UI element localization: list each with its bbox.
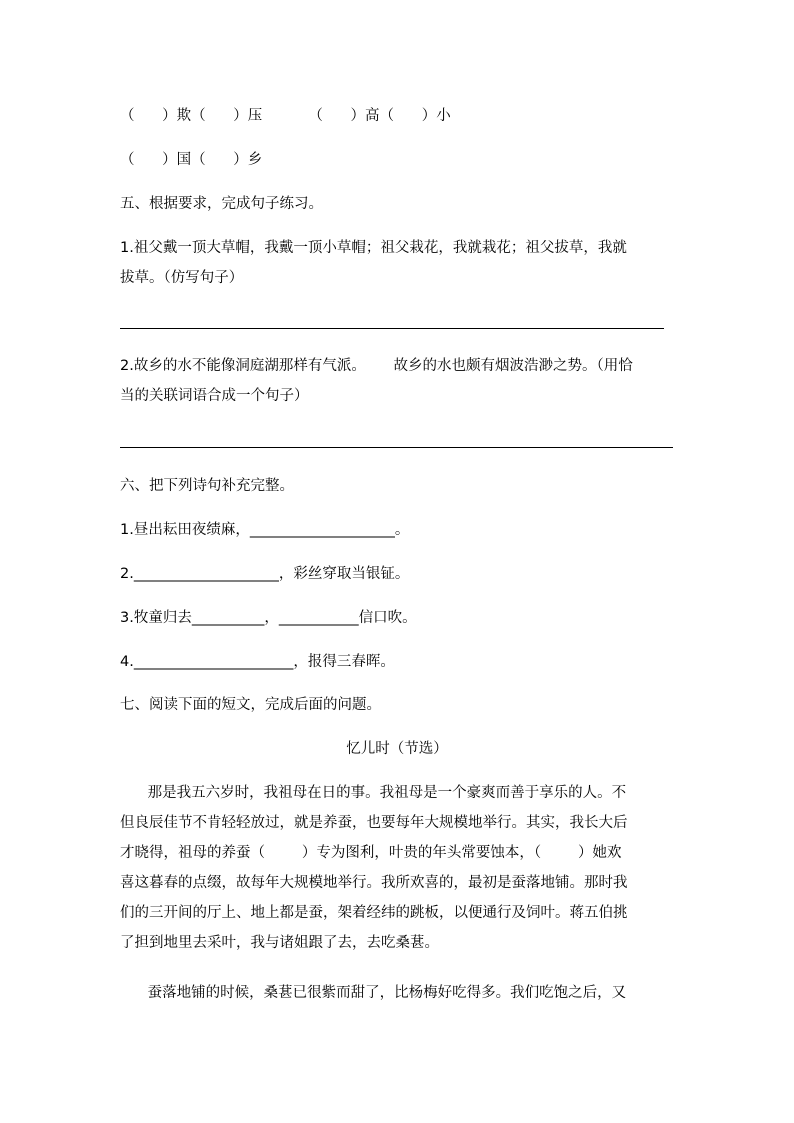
paragraph-line: 才晓得，祖母的养蚕（ ）专为图利，叶贵的年头常要蚀本，（ ）她欢 — [120, 845, 622, 861]
idiom-fill-row-2: （ ）国（ ）乡 — [120, 152, 263, 168]
section-6-heading: 六、把下列诗句补充完整。 — [120, 478, 294, 494]
paragraph-line: 喜这暮春的点缀，故每年大规模地举行。我所欢喜的，最初是蚕落地铺。那时我 — [120, 875, 628, 891]
section-7-heading: 七、阅读下面的短文，完成后面的问题。 — [120, 697, 381, 713]
passage-title: 忆儿时（节选） — [346, 741, 448, 757]
question-5-2-line-1: 2.故乡的水不能像洞庭湖那样有气派。 故乡的水也颇有烟波浩渺之势。（用恰 — [120, 358, 633, 374]
question-5-1-line-2: 拔草。（仿写句子） — [120, 270, 244, 286]
answer-line-5-2 — [120, 447, 673, 448]
question-5-2-line-2: 当的关联词语合成一个句子） — [120, 388, 309, 404]
question-5-1-line-1: 1.祖父戴一顶大草帽，我戴一顶小草帽；祖父栽花，我就栽花；祖父拔草，我就 — [120, 240, 627, 256]
poem-blank-4: 4.______________________，报得三春晖。 — [120, 654, 395, 670]
answer-line-5-1 — [120, 328, 664, 329]
paragraph-line: 那是我五六岁时，我祖母在日的事。我祖母是一个豪爽而善于享乐的人。不 — [120, 785, 627, 801]
section-5-heading: 五、根据要求，完成句子练习。 — [120, 196, 323, 212]
poem-blank-3: 3.牧童归去__________，___________信口吹。 — [120, 610, 417, 626]
poem-blank-2: 2.____________________，彩丝穿取当银钲。 — [120, 566, 410, 582]
idiom-fill-row-1: （ ）欺（ ）压 （ ）高（ ）小 — [120, 108, 451, 124]
paragraph-line: 们的三开间的厅上、地上都是蚕，架着经纬的跳板，以便通行及饲叶。蒋五伯挑 — [120, 905, 628, 921]
paragraph-line: 了担到地里去采叶，我与诸姐跟了去，去吃桑葚。 — [120, 935, 439, 951]
paragraph-line: 但良辰佳节不肯轻轻放过，就是养蚕，也要每年大规模地举行。其实，我长大后 — [120, 815, 628, 831]
poem-blank-1: 1.昼出耘田夜绩麻，____________________。 — [120, 522, 410, 538]
paragraph-line: 蚕落地铺的时候，桑葚已很紫而甜了，比杨梅好吃得多。我们吃饱之后，又 — [120, 985, 627, 1001]
